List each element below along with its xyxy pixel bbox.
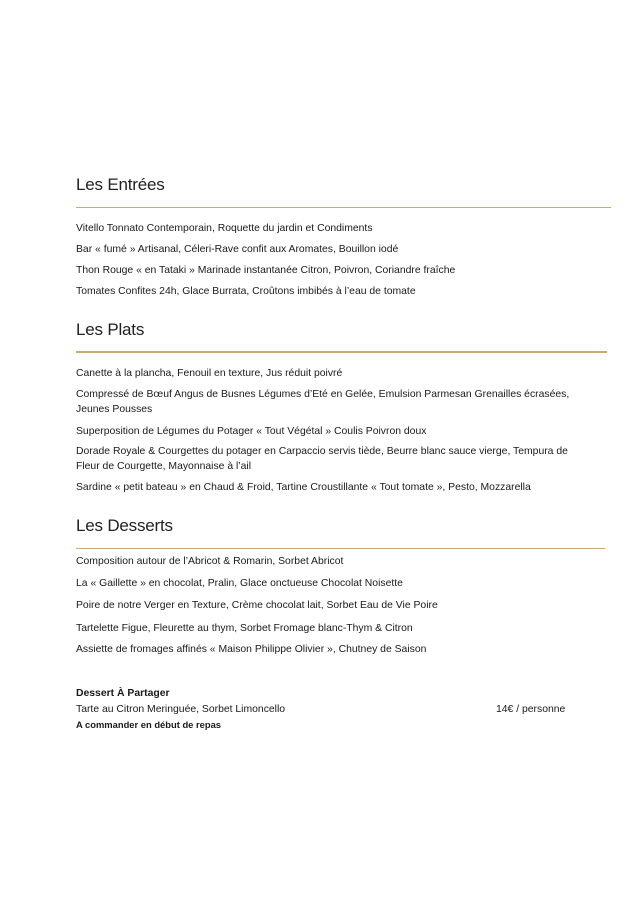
menu-item-entree-2: Bar « fumé » Artisanal, Céleri-Rave confit aux Aromates, Bouillon iodé bbox=[76, 244, 399, 255]
section-title-plats: Les Plats bbox=[76, 320, 145, 339]
menu-item-dessert-4: Tartelette Figue, Fleurette au thym, Sorbet Fromage blanc-Thym & Citron bbox=[76, 623, 413, 634]
menu-item-plat-5: Sardine « petit bateau » en Chaud & Froid, Tartine Croustillante « Tout tomate », Pesto, Mozzarella bbox=[76, 482, 531, 493]
section-divider-entrees bbox=[76, 207, 611, 208]
section-title-entrees: Les Entrées bbox=[76, 175, 165, 194]
menu-item-dessert-3: Poire de notre Verger en Texture, Crème chocolat lait, Sorbet Eau de Vie Poire bbox=[76, 600, 438, 611]
section-divider-plats bbox=[76, 351, 607, 353]
menu-item-plat-2: Compressé de Bœuf Angus de Busnes Légumes d’Eté en Gelée, Emulsion Parmesan Grenailles écrasées, Jeunes Pousses bbox=[76, 389, 570, 415]
menu-item-dessert-1: Composition autour de l’Abricot & Romarin, Sorbet Abricot bbox=[76, 556, 344, 567]
menu-item-plat-1: Canette à la plancha, Fenouil en texture, Jus réduit poivré bbox=[76, 368, 343, 379]
menu-item-plat-4: Dorade Royale & Courgettes du potager en Carpaccio servis tiède, Beurre blanc sauce vierge, Tempura de Fleur de Courgette, Mayonnaise à l’ail bbox=[76, 446, 568, 472]
sharing-dessert-item: Tarte au Citron Meringuée, Sorbet Limoncello bbox=[76, 704, 286, 715]
section-title-desserts: Les Desserts bbox=[76, 516, 173, 535]
menu-item-entree-4: Tomates Confites 24h, Glace Burrata, Croûtons imbibés à l’eau de tomate bbox=[76, 286, 416, 297]
sharing-dessert-heading: Dessert À Partager bbox=[76, 688, 170, 699]
menu-item-dessert-2: La « Gaillette » en chocolat, Pralin, Glace onctueuse Chocolat Noisette bbox=[76, 578, 403, 589]
sharing-dessert-note: A commander en début de repas bbox=[76, 719, 222, 730]
menu-item-dessert-5: Assiette de fromages affinés « Maison Philippe Olivier », Chutney de Saison bbox=[76, 644, 427, 655]
menu-item-plat-3: Superposition de Légumes du Potager « Tout Végétal » Coulis Poivron doux bbox=[76, 426, 427, 437]
section-divider-desserts bbox=[76, 548, 605, 549]
sharing-dessert-price: 14€ / personne bbox=[496, 704, 566, 715]
menu-item-entree-3: Thon Rouge « en Tataki » Marinade instantanée Citron, Poivron, Coriandre fraîche bbox=[76, 265, 456, 276]
menu-item-entree-1: Vitello Tonnato Contemporain, Roquette du jardin et Condiments bbox=[76, 223, 373, 234]
